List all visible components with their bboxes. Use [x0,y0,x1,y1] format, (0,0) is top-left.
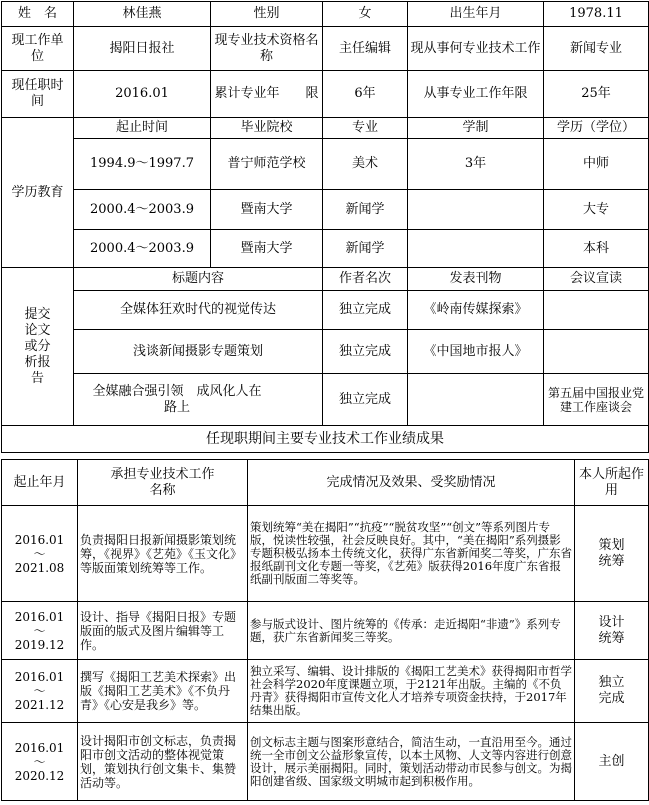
ach-start: 2016.01 [14,740,65,755]
paper-header-rank: 作者名次 [323,268,408,291]
edu-length [408,230,544,268]
edu-header-major: 专业 [323,118,408,139]
gender-label: 性别 [211,2,323,27]
ach-end: 2020.12 [14,768,65,783]
table-row [2,723,649,801]
table-row [2,139,649,190]
qualification-value: 主任编辑 [323,27,408,71]
paper-conference [544,291,649,330]
edu-degree: 本科 [544,230,649,268]
edu-major: 新闻学 [323,190,408,230]
edu-header-length: 学制 [408,118,544,139]
qualification-label: 现专业技术资格名称 [211,27,323,71]
achievements-table [1,459,649,801]
name-value: 林佳燕 [74,2,211,27]
achievements-title: 任现职期间主要专业技术工作业绩成果 [2,426,649,453]
edu-degree: 大专 [544,190,649,230]
ach-start: 2016.01 [14,670,65,684]
ach-period [2,660,78,723]
birth-label: 出生年月 [408,2,544,27]
ach-end: 2021.08 [14,560,65,575]
ach-period [2,602,78,660]
edu-school: 普宁师范学校 [211,139,323,190]
edu-length: 3年 [408,139,544,190]
ach-sep: ～ [33,546,46,561]
profile-table [1,1,649,453]
ach-result: 策划统筹“美在揭阳”“抗疫”“脱贫攻坚”“创文”等系列图片专版，悦读性较强，社会反映良好。其中，“美在揭阳”系列摄影专题积极弘扬本土传统文化，获得广东省新闻奖二等奖，广东省报纸副刊文化专题一等奖，《艺苑》版获得2016年度广东省报纸副刊版面二等奖等。 [248,506,575,602]
paper-title: 浅谈新闻摄影专题策划 [74,330,323,374]
edu-header-school: 毕业院校 [211,118,323,139]
engaged-label: 从事专业工作年限 [408,71,544,118]
ach-end: 2021.12 [14,698,65,712]
table-row [2,506,649,602]
edu-school: 暨南大学 [211,190,323,230]
ach-result: 创文标志主题与图案形意结合，简洁生动，一直沿用至今。通过统一全市创文公益形象宣传，以本土风物、人文等内容进行创意设计，展示美丽揭阳。同时，策划活动带动市民参与创文。为揭阳创建省级、国家级文明城市起到积极作用。 [248,723,575,801]
table-row [2,602,649,660]
appointment-value: 2016.01 [74,71,211,118]
ach-result: 参与版式设计、图片统筹的《传承：走近揭阳“非遗”》系列专题，获广东省新闻奖三等奖。 [248,602,575,660]
ach-name: 负责揭阳日报新闻摄影策划统筹，《视界》《艺苑》《玉文化》等版面策划统筹等工作。 [78,506,248,602]
papers-section-label: 提交论文或分析报告 [2,268,74,426]
unit-label: 现工作单 位 [2,27,74,71]
work-field-label: 现从事何专业技术工作 [408,27,544,71]
paper-conference [544,330,649,374]
ach-start: 2016.01 [14,609,65,624]
name-label: 姓 名 [2,2,74,27]
edu-period: 2000.4～2003.9 [74,230,211,268]
table-row [2,291,649,330]
birth-value: 1978.11 [544,2,649,27]
edu-period: 2000.4～2003.9 [74,190,211,230]
ach-role: 策划统筹 [575,506,649,602]
paper-journal: 《中国地市报人》 [408,330,544,374]
ach-header-role: 本人所起作用 [575,460,649,506]
paper-rank: 独立完成 [323,374,408,426]
paper-header-journal: 发表刊物 [408,268,544,291]
ach-sep: ～ [33,623,46,638]
paper-title: 全媒融合强引领 成风化人在路上 [74,374,323,426]
paper-title: 全媒体狂欢时代的视觉传达 [74,291,323,330]
table-row [2,660,649,723]
paper-rank: 独立完成 [323,330,408,374]
gender-value: 女 [323,2,408,27]
table-row [2,230,649,268]
ach-end: 2019.12 [14,637,65,652]
edu-header-period: 起止时间 [74,118,211,139]
ach-sep: ～ [33,684,46,698]
table-row [2,374,649,426]
paper-header-conference: 会议宣读 [544,268,649,291]
paper-journal: 《岭南传媒探索》 [408,291,544,330]
years-label: 累计专业年 限 [211,71,323,118]
ach-start: 2016.01 [14,532,65,547]
table-row [2,330,649,374]
ach-header-period: 起止年月 [2,460,78,506]
edu-header-degree: 学历（学位） [544,118,649,139]
table-row [2,190,649,230]
appointment-label: 现任职时 间 [2,71,74,118]
paper-header-title: 标题内容 [74,268,323,291]
edu-degree: 中师 [544,139,649,190]
ach-sep: ～ [33,754,46,769]
paper-conference: 第五届中国报业党建工作座谈会 [544,374,649,426]
ach-period [2,506,78,602]
edu-major: 美术 [323,139,408,190]
ach-header-result: 完成情况及效果、受奖励情况 [248,460,575,506]
ach-role: 主创 [575,723,649,801]
paper-journal [408,374,544,426]
years-value: 6年 [323,71,408,118]
paper-rank: 独立完成 [323,291,408,330]
ach-period [2,723,78,801]
education-section-label: 学历教育 [2,118,74,268]
work-field-value: 新闻专业 [544,27,649,71]
ach-role: 独立完成 [575,660,649,723]
ach-role: 设计统筹 [575,602,649,660]
edu-length [408,190,544,230]
engaged-value: 25年 [544,71,649,118]
ach-name: 设计、指导《揭阳日报》专题版面的版式及图片编辑等工作。 [78,602,248,660]
unit-value: 揭阳日报社 [74,27,211,71]
ach-name: 设计揭阳市创文标志，负责揭阳市创文活动的整体视觉策划，策划执行创文集卡、集赞活动等。 [78,723,248,801]
ach-header-name: 承担专业技术工作名称 [78,460,248,506]
edu-period: 1994.9～1997.7 [74,139,211,190]
edu-major: 新闻学 [323,230,408,268]
ach-result: 独立采写、编辑、设计排版的《揭阳工艺美术》获得揭阳市哲学社会科学2020年度课题立项，于2121年出版。主编的《不负丹青》获得揭阳市宣传文化人才培养专项资金扶持，于2017年结集出版。 [248,660,575,723]
edu-school: 暨南大学 [211,230,323,268]
ach-name: 撰写《揭阳工艺美术探索》出版《揭阳工艺美术》《不负丹青》《心安是我乡》等。 [78,660,248,723]
